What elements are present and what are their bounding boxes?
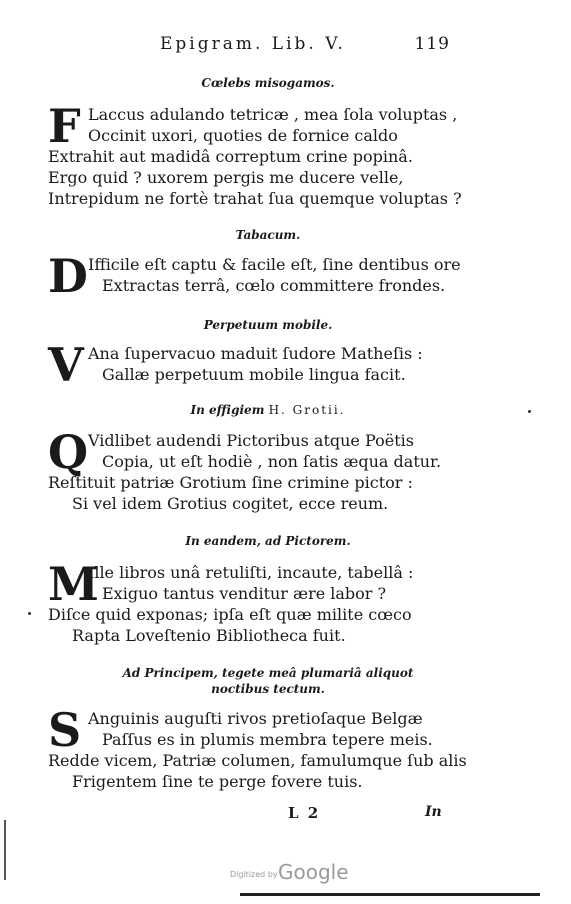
running-title: Epigram. Lib. V.: [160, 34, 346, 54]
verse-line: Si vel idem Grotius cogitet, ecce reum.: [72, 494, 389, 513]
verse-line: Paſſus es in plumis membra tepere meis.: [102, 730, 433, 749]
drop-capital: M: [48, 557, 99, 611]
poem-heading-continued: noctibus tectum.: [211, 682, 325, 696]
verse-line: Extractas terrâ, cœlo committere frondes.: [102, 276, 446, 295]
digitized-watermark: [230, 860, 360, 884]
heading-italic: In effigiem: [190, 403, 265, 417]
page-edge-shadow: [240, 893, 540, 896]
verse-line: Anguinis auguſti rivos pretioſaque Belgæ: [88, 709, 423, 728]
running-header: [160, 34, 460, 56]
poem-heading: Ad Principem, tegete meâ plumariâ aliquot: [122, 666, 414, 680]
poem: [48, 249, 498, 303]
verse-line: Ille libros unâ retuliſti, incaute, tabellâ :: [88, 563, 414, 582]
drop-capital: Q: [48, 425, 89, 479]
poem-heading: [48, 403, 488, 417]
poem-heading: Tabacum.: [235, 228, 301, 242]
catchword: In: [425, 804, 442, 820]
verse-line: Occinit uxori, quoties de fornice caldo: [88, 126, 398, 145]
verse-line: Copia, ut eſt hodiè , non ſatis æqua datur.: [102, 452, 442, 471]
heading-name: H. Grotii.: [268, 403, 346, 417]
verse-line: Ana ſupervacuo maduit ſudore Matheſis :: [88, 344, 423, 363]
google-logo-text: Google: [278, 860, 349, 884]
verse-line: Extrahit aut madidâ correptum crine popinâ.: [48, 147, 413, 166]
poem-heading: Perpetuum mobile.: [203, 318, 333, 332]
poem: [48, 425, 498, 514]
verse-line: Vidlibet audendi Pictoribus atque Poëtis: [88, 431, 414, 450]
speck: [28, 612, 31, 615]
verse-line: Rapta Loveſtenio Bibliotheca fuit.: [72, 626, 346, 645]
verse-line: Gallæ perpetuum mobile lingua facit.: [102, 365, 406, 384]
verse-line: Ergo quid ? uxorem pergis me ducere velle,: [48, 168, 404, 187]
verse-line: Intrepidum ne fortè trahat ſua quemque voluptas ?: [48, 189, 462, 208]
poem: [48, 338, 498, 392]
drop-capital: F: [48, 99, 81, 153]
verse-line: Frigentem ſine te perge fovere tuis.: [72, 772, 363, 791]
page-number: 119: [414, 34, 450, 54]
poem: [48, 557, 498, 646]
poem: [48, 99, 498, 209]
poem: [48, 703, 498, 792]
verse-line: Diſce quid exponas; ipſa eſt quæ milite cœco: [48, 605, 412, 624]
verse-line: Exiguo tantus venditur ære labor ?: [102, 584, 387, 603]
signature-mark: L 2: [288, 804, 321, 822]
verse-line: Redde vicem, Patriæ columen, famulumque ſub alis: [48, 751, 467, 770]
drop-capital: S: [48, 703, 82, 757]
speck: [528, 410, 531, 413]
drop-capital: D: [48, 249, 88, 303]
poem-heading: Cœlebs misogamos.: [201, 76, 335, 90]
watermark-small-text: Digitized by: [230, 870, 278, 879]
margin-mark: [4, 820, 6, 880]
drop-capital: V: [48, 338, 84, 392]
verse-line: Reſtituit patriæ Grotium ſine crimine pictor :: [48, 473, 413, 492]
verse-line: Laccus adulando tetricæ , mea ſola voluptas ,: [88, 105, 458, 124]
poem-heading: In eandem, ad Pictorem.: [185, 534, 351, 548]
verse-line: Ifficile eſt captu & facile eſt, ſine dentibus ore: [88, 255, 461, 274]
